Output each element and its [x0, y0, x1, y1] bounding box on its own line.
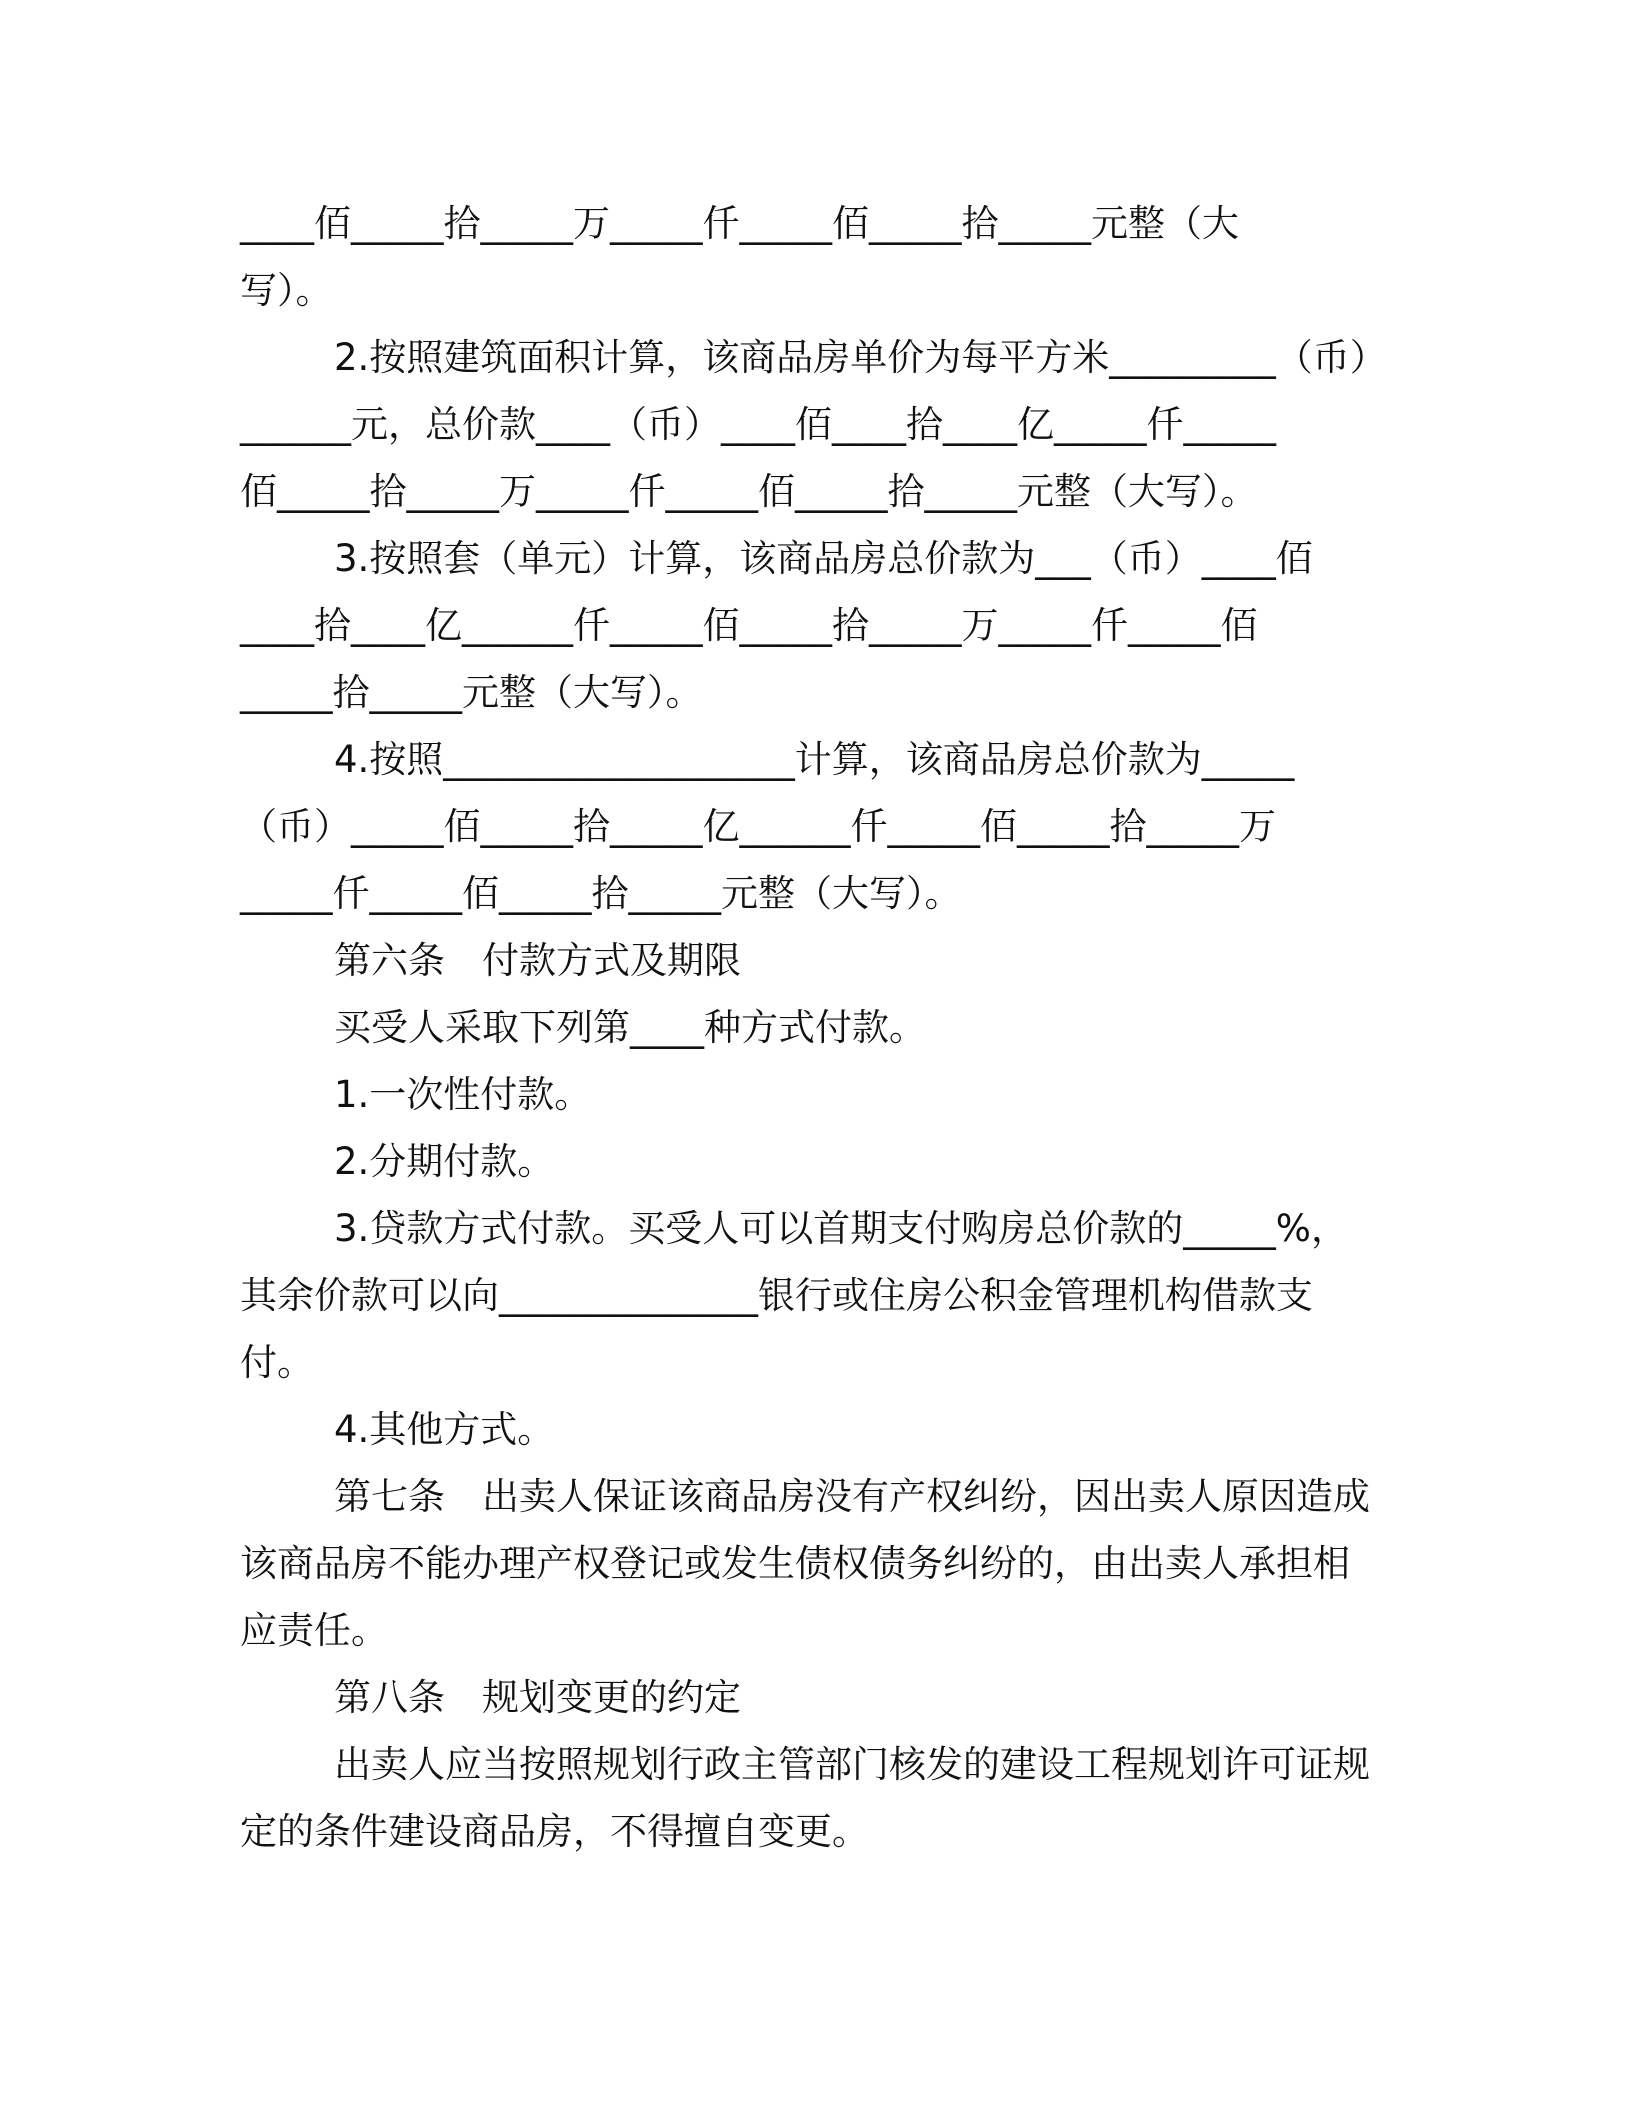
text-line: 写）。 [240, 269, 333, 312]
section-heading: 第八条 规划变更的约定 [334, 1676, 741, 1719]
section-heading: 第七条 出卖人保证该商品房没有产权纠纷，因出卖人原因造成 [334, 1475, 1370, 1518]
text-line: 出卖人应当按照规划行政主管部门核发的建设工程规划许可证规 [334, 1743, 1370, 1786]
text-line: _____拾_____元整（大写）。 [240, 671, 703, 714]
text-line: （币）_____佰_____拾_____亿______仟_____佰_____拾_____万 [240, 805, 1276, 848]
text-line: 应责任。 [240, 1609, 388, 1652]
text-line: 定的条件建设商品房，不得擅自变更。 [240, 1810, 869, 1853]
text-line: 付。 [240, 1341, 314, 1384]
text-line: 其余价款可以向______________银行或住房公积金管理机构借款支 [240, 1274, 1313, 1317]
text-line: _____仟_____佰_____拾_____元整（大写）。 [240, 872, 962, 915]
text-line: 买受人采取下列第____种方式付款。 [334, 1006, 926, 1049]
text-line: ______元，总价款____（币）____佰____拾____亿_____仟_____ [240, 403, 1276, 446]
text-line: 佰_____拾_____万_____仟_____佰_____拾_____元整（大写）。 [240, 470, 1258, 513]
text-line: 3.按照套（单元）计算，该商品房总价款为___（币）____佰 [334, 537, 1313, 580]
section-heading: 第六条 付款方式及期限 [334, 939, 741, 982]
text-line: ____佰_____拾_____万_____仟_____佰_____拾_____元整（大 [240, 202, 1239, 245]
document-body [240, 190, 1400, 1865]
text-line: 3.贷款方式付款。买受人可以首期支付购房总价款的_____%， [334, 1207, 1348, 1250]
text-line: 2.按照建筑面积计算，该商品房单价为每平方米_________（币） [334, 336, 1387, 379]
text-line: ____拾____亿______仟_____佰_____拾_____万_____仟_____佰 [240, 604, 1258, 647]
text-line: 该商品房不能办理产权登记或发生债权债务纠纷的，由出卖人承担相 [240, 1542, 1350, 1585]
text-line: 4.其他方式。 [334, 1408, 555, 1451]
text-line: 4.按照___________________计算，该商品房总价款为_____ [334, 738, 1295, 781]
text-line: 1.一次性付款。 [334, 1073, 592, 1116]
text-line: 2.分期付款。 [334, 1140, 555, 1183]
